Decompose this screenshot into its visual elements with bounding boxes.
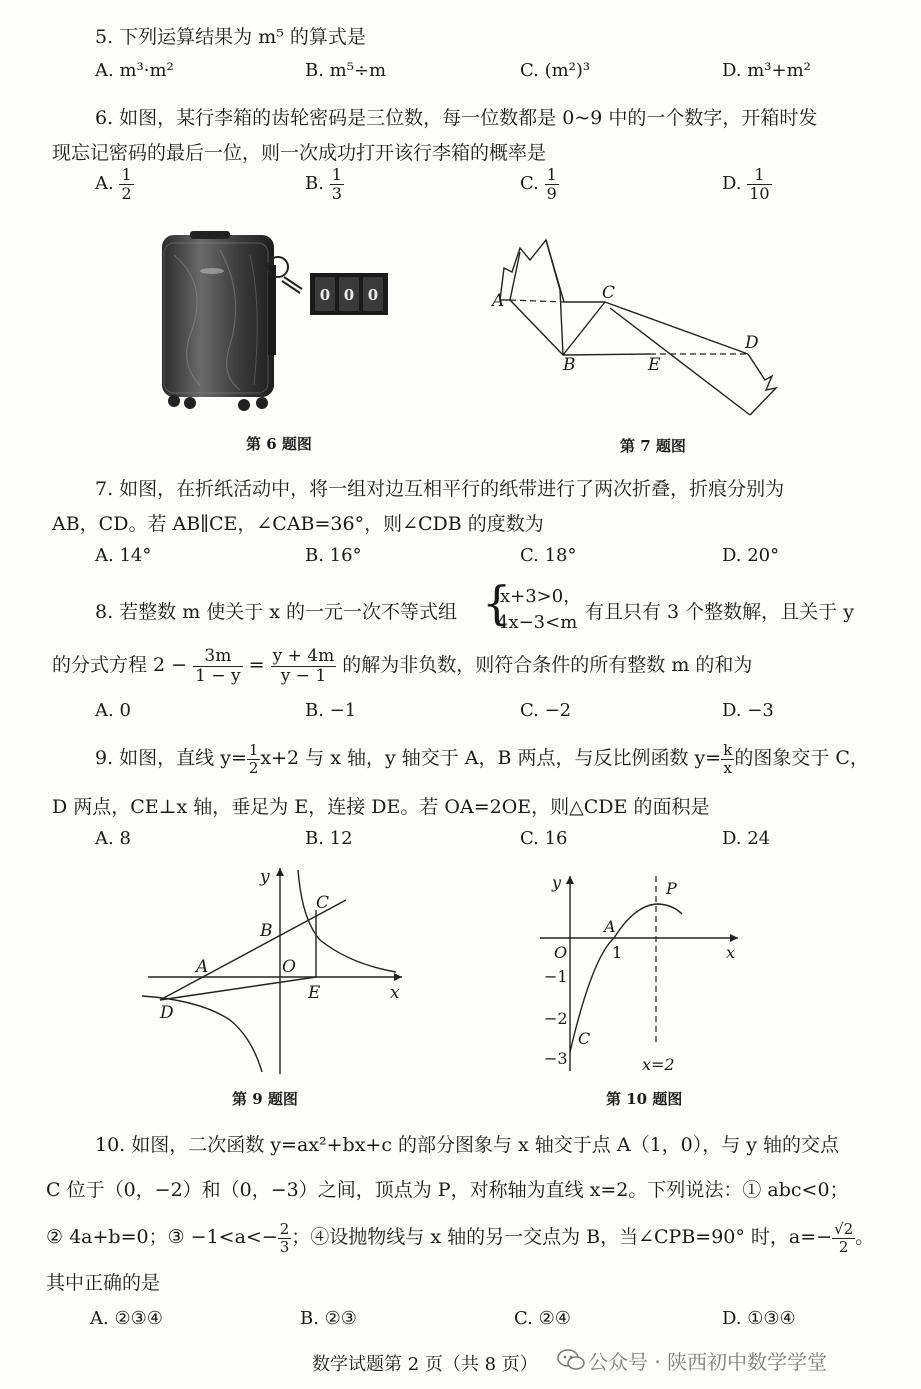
option-label: D. xyxy=(722,173,742,195)
label-o: O xyxy=(282,957,296,977)
denominator: x xyxy=(723,758,732,777)
eq-fraction-2 xyxy=(271,647,337,685)
q10-line4: 其中正确的是 xyxy=(46,1272,161,1294)
label-x-eq-2: x=2 xyxy=(642,1055,675,1074)
fraction xyxy=(545,166,559,202)
fraction-two-thirds xyxy=(278,1221,292,1255)
q8-inequality-1: x+3>0， xyxy=(500,586,582,607)
eq-equals: = xyxy=(248,654,265,677)
label-minus2: −2 xyxy=(544,1009,568,1028)
denominator: 10 xyxy=(749,183,770,203)
q9-stem-line1 xyxy=(95,742,869,776)
figure-9-graph xyxy=(140,860,420,1080)
denominator: y − 1 xyxy=(280,665,327,686)
q8-equation-line xyxy=(52,647,752,685)
inequality-brace: { xyxy=(482,576,512,630)
q10-line1: 10. 如图，二次函数 y=ax²+bx+c 的部分图象与 x 轴交于点 A（1，0），与 y 轴的交点 xyxy=(95,1134,840,1156)
option-label: B. xyxy=(305,173,324,195)
numerator: k xyxy=(723,741,733,759)
numerator: 2 xyxy=(279,1220,290,1238)
option-label: A. xyxy=(95,173,114,195)
fraction-sqrt2-over-2 xyxy=(832,1221,855,1255)
denominator: 3 xyxy=(279,1237,290,1256)
q5-option-d: D. m³+m² xyxy=(722,60,811,81)
line-de xyxy=(160,977,316,1000)
denominator: 2 xyxy=(838,1237,849,1256)
figure-10-graph xyxy=(530,866,750,1076)
q9-stem-line2: D 两点，CE⊥x 轴，垂足为 E，连接 DE。若 OA=2OE，则△CDE 的面积是 xyxy=(52,796,710,818)
q10-option-b: B. ②③ xyxy=(300,1308,357,1329)
q9-option-a: A. 8 xyxy=(95,828,131,849)
label-c: C xyxy=(316,893,330,913)
q8-option-a: A. 0 xyxy=(95,700,131,721)
q10-line3-part2: ；④设抛物线与 x 轴的另一交点为 B，当∠CPB=90° 时，a=− xyxy=(291,1226,833,1248)
q8-inequality-2: 4x−3<m xyxy=(497,612,578,633)
label-minus1: −1 xyxy=(544,967,568,986)
denominator: 2 xyxy=(248,758,259,777)
fraction xyxy=(119,166,133,202)
q7-option-c: C. 18° xyxy=(520,545,577,566)
label-y: y xyxy=(552,873,562,892)
fraction-k-over-x xyxy=(721,742,734,776)
watermark-text: 公众号 · 陕西初中数学学堂 xyxy=(588,1350,828,1374)
q7-stem-line2: AB，CD。若 AB∥CE，∠CAB=36°，则∠CDB 的度数为 xyxy=(52,513,544,535)
fraction-half xyxy=(247,742,261,776)
lock-digit-1: 0 xyxy=(319,286,331,304)
numerator: 1 xyxy=(546,165,557,184)
q9-part2: x+2 与 x 轴，y 轴交于 A，B 两点，与反比例函数 y= xyxy=(260,747,722,769)
label-e: E xyxy=(308,983,321,1003)
q9-option-d: D. 24 xyxy=(722,828,771,849)
q6-stem-line2: 现忘记密码的最后一位，则一次成功打开该行李箱的概率是 xyxy=(52,142,547,164)
denominator: 2 xyxy=(121,183,132,203)
fraction xyxy=(330,166,344,202)
label-d: D xyxy=(160,1003,174,1023)
numerator: 1 xyxy=(331,165,342,184)
label-p: P xyxy=(666,879,677,898)
figure-6-caption: 第 6 题图 xyxy=(246,435,312,453)
q8-option-d: D. −3 xyxy=(722,700,774,721)
q5-option-b: B. m⁵÷m xyxy=(305,60,387,81)
wechat-icon xyxy=(556,1346,586,1374)
option-label: C. xyxy=(520,173,539,195)
numerator: 1 xyxy=(747,166,771,185)
label-x: x xyxy=(726,943,736,962)
figure-9-caption: 第 9 题图 xyxy=(232,1090,298,1108)
q9-part3: 的图象交于 C， xyxy=(734,747,869,769)
q10-option-c: C. ②④ xyxy=(514,1308,571,1329)
label-d: D xyxy=(745,333,759,353)
page-footer: 数学试题第 2 页（共 8 页） xyxy=(312,1354,538,1375)
q9-option-c: C. 16 xyxy=(520,828,568,849)
q10-line3-part1: ② 4a+b=0；③ −1<a<− xyxy=(46,1226,278,1248)
combination-lock xyxy=(310,273,388,315)
q5-option-a: A. m³·m² xyxy=(95,60,174,81)
figure-10-caption: 第 10 题图 xyxy=(606,1090,683,1108)
q10-option-a: A. ②③④ xyxy=(90,1308,163,1329)
eq-prefix: 的分式方程 2 − xyxy=(52,654,188,677)
label-c: C xyxy=(602,283,616,303)
q8-stem-part2: 有且只有 3 个整数解，且关于 y xyxy=(585,601,854,623)
q5-option-c: C. (m²)³ xyxy=(520,60,591,81)
watermark xyxy=(556,1342,916,1378)
q7-option-b: B. 16° xyxy=(305,545,362,566)
label-minus3: −3 xyxy=(544,1049,568,1068)
label-a: A xyxy=(196,957,209,977)
q6-option-a xyxy=(95,166,134,202)
label-b: B xyxy=(563,355,576,375)
q8-option-c: C. −2 xyxy=(520,700,572,721)
q7-option-a: A. 14° xyxy=(95,545,152,566)
fraction xyxy=(747,166,771,202)
figure-7-folded-strip xyxy=(490,230,790,425)
lock-digit-3: 0 xyxy=(367,286,379,304)
denominator: 9 xyxy=(546,183,557,203)
figure-6-suitcase xyxy=(150,225,390,420)
q10-line2: C 位于（0，−2）和（0，−3）之间，顶点为 P，对称轴为直线 x=2。下列说法：① abc<0； xyxy=(46,1179,849,1201)
figure-7-caption: 第 7 题图 xyxy=(620,437,686,455)
q5-stem: 5. 下列运算结果为 m⁵ 的算式是 xyxy=(95,26,366,48)
numerator: √2 xyxy=(834,1220,854,1238)
label-a: A xyxy=(492,291,505,311)
numerator: 3m xyxy=(193,647,242,667)
q6-option-b xyxy=(305,166,344,202)
numerator: y + 4m xyxy=(272,646,335,666)
q8-option-b: B. −1 xyxy=(305,700,357,721)
label-e: E xyxy=(648,355,661,375)
suitcase-body xyxy=(162,231,276,411)
q8-stem-part3: 的解为非负数，则符合条件的所有整数 m 的和为 xyxy=(342,654,753,677)
q9-part1: 9. 如图，直线 y= xyxy=(95,747,247,769)
q6-option-d xyxy=(722,166,772,202)
q10-line3-part3: 。 xyxy=(855,1226,875,1248)
dashed-ac xyxy=(510,300,564,302)
lock-digit-2: 0 xyxy=(343,286,355,304)
strip-lines xyxy=(500,240,776,415)
eq-fraction-1 xyxy=(193,647,242,685)
label-a: A xyxy=(604,917,616,936)
label-one: 1 xyxy=(612,943,623,962)
label-c: C xyxy=(578,1029,591,1048)
q10-option-d: D. ①③④ xyxy=(722,1308,796,1329)
q10-line3 xyxy=(46,1221,874,1255)
label-o: O xyxy=(554,943,568,962)
label-b: B xyxy=(260,921,273,941)
q6-stem-line1: 6. 如图，某行李箱的齿轮密码是三位数，每一位数都是 0~9 中的一个数字，开箱时发 xyxy=(95,107,818,129)
denominator: 1 − y xyxy=(195,665,241,686)
q9-option-b: B. 12 xyxy=(305,828,353,849)
hyperbola-branch-1 xyxy=(298,870,396,972)
numerator: 1 xyxy=(248,741,259,759)
denominator: 3 xyxy=(331,183,342,203)
label-y: y xyxy=(260,867,270,887)
q7-stem-line1: 7. 如图，在折纸活动中，将一组对边互相平行的纸带进行了两次折叠，折痕分别为 xyxy=(95,478,785,500)
q7-option-d: D. 20° xyxy=(722,545,780,566)
numerator: 1 xyxy=(121,165,132,184)
q6-option-c xyxy=(520,166,559,202)
q8-stem-part1: 8. 若整数 m 使关于 x 的一元一次不等式组 xyxy=(95,601,458,623)
label-x: x xyxy=(390,983,400,1003)
